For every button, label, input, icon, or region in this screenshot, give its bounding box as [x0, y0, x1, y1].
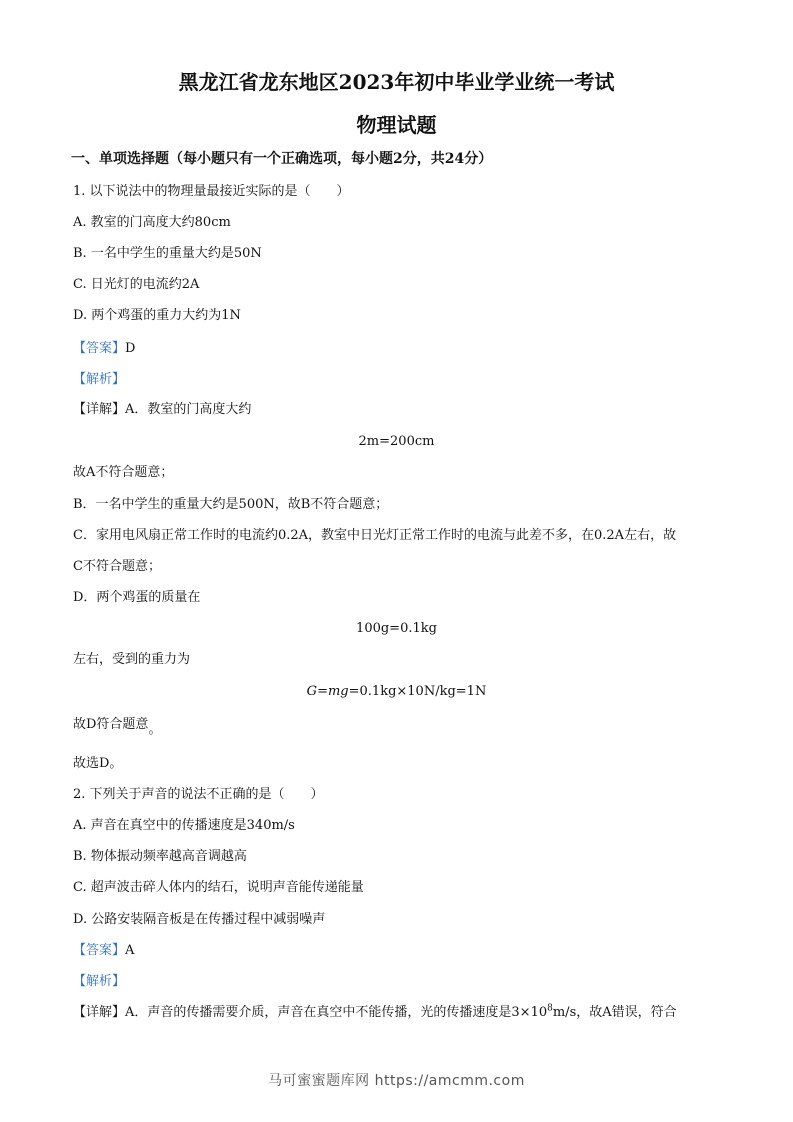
question-1-option-b: B. 一名中学生的重量大约是50N: [73, 246, 262, 261]
question-1-c-explanation-line1: C．家用电风扇正常工作时的电流约0.2A，教室中日光灯正常工作时的电流与此差不多，在0.2A左右，故: [73, 528, 677, 543]
detail-text: A．教室的门高度大约: [125, 402, 252, 417]
detail-tag: 【详解】: [73, 402, 126, 417]
question-1-option-d: D. 两个鸡蛋的重力大约为1N: [73, 308, 241, 323]
answer-value: D: [125, 341, 136, 356]
question-1-b-explanation: B．一名中学生的重量大约是500N，故B不符合题意；: [73, 497, 389, 512]
detail-tag: 【详解】: [73, 1005, 126, 1020]
question-2-answer: [73, 943, 134, 959]
answer-tag: 【答案】: [73, 943, 126, 958]
question-1-option-c: C. 日光灯的电流约2A: [73, 277, 200, 292]
equation-1: 2m=200cm: [358, 434, 435, 449]
detail-exponent: 8: [547, 1003, 553, 1014]
page-title: 黑龙江省龙东地区2023年初中毕业学业统一考试: [178, 70, 615, 94]
eq-rest: =0.1kg×10N/kg=1N: [348, 684, 487, 699]
equation-3: [0, 684, 793, 700]
question-1-gravity-line: 左右，受到的重力为: [73, 652, 191, 667]
question-1-analysis-tag: 【解析】: [73, 372, 126, 387]
detail-text-pre: A．声音的传播需要介质，声音在真空中不能传播，光的传播速度是3×10: [125, 1005, 548, 1020]
page-subtitle: 物理试题: [356, 113, 437, 137]
question-1-choice: 故选D。: [73, 756, 123, 771]
question-1-c-explanation-line2: C不符合题意；: [73, 559, 161, 574]
question-1-d-explanation: D．两个鸡蛋的质量在: [73, 590, 201, 605]
eq-equals: =: [317, 684, 328, 699]
d-conclusion-mark: 。: [148, 722, 162, 737]
question-1-option-a: A. 教室的门高度大约80cm: [73, 215, 231, 230]
question-2-option-d: D. 公路安装隔音板是在传播过程中减弱噪声: [73, 912, 326, 927]
section-heading: 一、单项选择题（每小题只有一个正确选项，每小题2分，共24分）: [71, 151, 493, 167]
question-2-stem: 2. 下列关于声音的说法不正确的是（ ）: [73, 787, 324, 802]
d-conclusion-text: 故D符合题意: [73, 717, 149, 732]
question-2-option-b: B. 物体振动频率越高音调越高: [73, 849, 247, 864]
footer-watermark: 马可蜜蜜题库网 https://amcmm.com: [268, 1073, 525, 1089]
eq-symbol-mg: mg: [327, 684, 349, 699]
question-1-a-conclusion: 故A不符合题意；: [73, 465, 174, 480]
eq-symbol-g: G: [306, 684, 318, 699]
question-2-option-a: A. 声音在真空中的传播速度是340m/s: [73, 818, 295, 833]
question-1-stem: 1. 以下说法中的物理量最接近实际的是（ ）: [73, 184, 350, 199]
question-2-option-c: C. 超声波击碎人体内的结石，说明声音能传递能量: [73, 880, 364, 895]
question-1-detail: [73, 402, 251, 418]
question-1-answer: [73, 341, 135, 357]
question-2-detail: [73, 1005, 677, 1021]
equation-2: 100g=0.1kg: [356, 621, 437, 636]
detail-text-post: m/s，故A错误，符合: [552, 1005, 677, 1020]
question-2-analysis-tag: 【解析】: [73, 974, 126, 989]
answer-tag: 【答案】: [73, 341, 126, 356]
answer-value: A: [125, 943, 135, 958]
question-1-d-conclusion: [73, 717, 162, 737]
